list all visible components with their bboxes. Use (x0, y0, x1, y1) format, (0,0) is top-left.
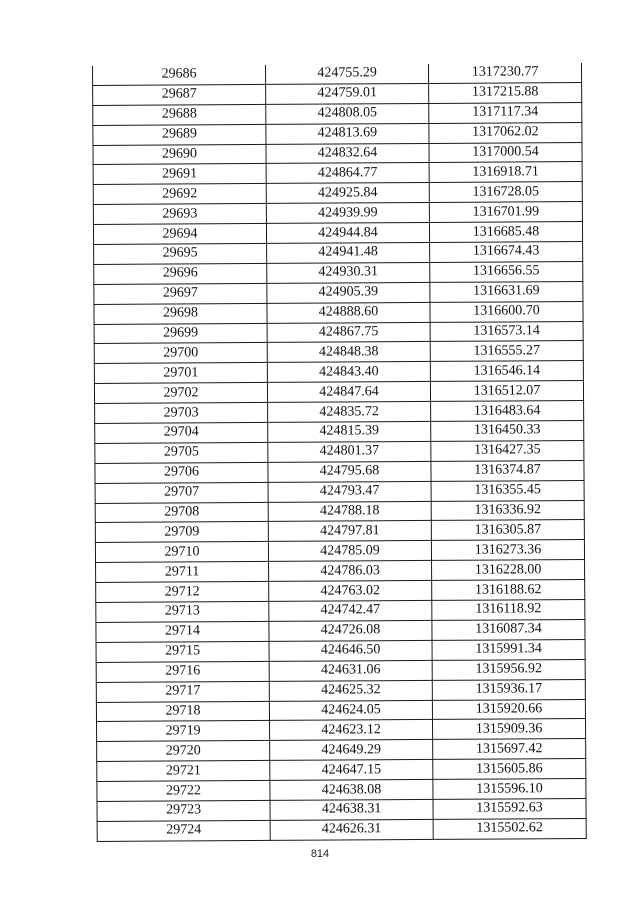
x-coordinate-cell: 424835.72 (268, 402, 431, 423)
y-coordinate-cell: 1316555.27 (430, 341, 583, 362)
x-coordinate-cell: 424793.47 (268, 481, 431, 502)
point-id-cell: 29694 (93, 224, 266, 245)
x-coordinate-cell: 424815.39 (268, 421, 431, 442)
y-coordinate-cell: 1316336.92 (431, 500, 584, 521)
x-coordinate-cell: 424867.75 (267, 322, 430, 343)
x-coordinate-cell: 424797.81 (268, 521, 431, 542)
point-id-cell: 29697 (94, 283, 267, 304)
y-coordinate-cell: 1317117.34 (429, 102, 582, 123)
y-coordinate-cell: 1316374.87 (431, 460, 584, 481)
point-id-cell: 29688 (93, 104, 266, 125)
x-coordinate-cell: 424905.39 (267, 282, 430, 303)
y-coordinate-cell: 1315697.42 (433, 739, 586, 760)
y-coordinate-cell: 1316087.34 (432, 619, 585, 640)
point-id-cell: 29695 (94, 243, 267, 264)
point-id-cell: 29707 (95, 482, 268, 503)
point-id-cell: 29717 (96, 681, 269, 702)
point-id-cell: 29720 (97, 741, 270, 762)
point-id-cell: 29700 (94, 343, 267, 364)
x-coordinate-cell: 424944.84 (266, 223, 429, 244)
y-coordinate-cell: 1316512.07 (430, 381, 583, 402)
point-id-cell: 29724 (97, 820, 270, 841)
x-coordinate-cell: 424638.31 (270, 799, 433, 820)
y-coordinate-cell: 1316273.36 (431, 540, 584, 561)
x-coordinate-cell: 424759.01 (266, 83, 429, 104)
y-coordinate-cell: 1316918.71 (429, 162, 582, 183)
y-coordinate-cell: 1316118.92 (432, 600, 585, 621)
point-id-cell: 29718 (96, 701, 269, 722)
x-coordinate-cell: 424646.50 (269, 640, 432, 661)
y-coordinate-cell: 1316450.33 (431, 421, 584, 442)
coordinate-table (92, 63, 587, 842)
point-id-cell: 29692 (93, 184, 266, 205)
x-coordinate-cell: 424808.05 (266, 103, 429, 124)
y-coordinate-cell: 1316188.62 (432, 580, 585, 601)
point-id-cell: 29716 (96, 661, 269, 682)
point-id-cell: 29686 (92, 65, 265, 85)
point-id-cell: 29723 (97, 800, 270, 821)
y-coordinate-cell: 1316674.43 (430, 242, 583, 263)
y-coordinate-cell: 1315596.10 (433, 779, 586, 800)
point-id-cell: 29699 (94, 323, 267, 344)
y-coordinate-cell: 1316427.35 (431, 440, 584, 461)
x-coordinate-cell: 424623.12 (270, 720, 433, 741)
y-coordinate-cell: 1315592.63 (433, 798, 586, 819)
point-id-cell: 29706 (95, 462, 268, 483)
y-coordinate-cell: 1317062.02 (429, 122, 582, 143)
point-id-cell: 29693 (93, 204, 266, 225)
x-coordinate-cell: 424649.29 (270, 740, 433, 761)
x-coordinate-cell: 424788.18 (268, 501, 431, 522)
y-coordinate-cell: 1316728.05 (429, 182, 582, 203)
x-coordinate-cell: 424925.84 (266, 183, 429, 204)
y-coordinate-cell: 1315920.66 (432, 699, 585, 720)
y-coordinate-cell: 1316305.87 (431, 520, 584, 541)
point-id-cell: 29713 (96, 601, 269, 622)
y-coordinate-cell: 1316546.14 (430, 361, 583, 382)
x-coordinate-cell: 424939.99 (266, 203, 429, 224)
point-id-cell: 29712 (96, 582, 269, 603)
x-coordinate-cell: 424813.69 (266, 123, 429, 144)
y-coordinate-cell: 1316355.45 (431, 480, 584, 501)
table-row (97, 818, 586, 841)
point-id-cell: 29689 (93, 124, 266, 145)
coordinate-table-body (92, 63, 586, 841)
page-number: 814 (310, 848, 330, 860)
point-id-cell: 29702 (94, 383, 267, 404)
x-coordinate-cell: 424864.77 (266, 163, 429, 184)
point-id-cell: 29715 (96, 641, 269, 662)
y-coordinate-cell: 1315502.62 (433, 818, 586, 839)
y-coordinate-cell: 1315605.86 (433, 759, 586, 780)
y-coordinate-cell: 1316631.69 (430, 281, 583, 302)
y-coordinate-cell: 1316600.70 (430, 301, 583, 322)
x-coordinate-cell: 424786.03 (269, 561, 432, 582)
point-id-cell: 29696 (94, 263, 267, 284)
point-id-cell: 29709 (95, 522, 268, 543)
x-coordinate-cell: 424843.40 (267, 362, 430, 383)
x-coordinate-cell: 424941.48 (267, 242, 430, 263)
point-id-cell: 29703 (95, 403, 268, 424)
y-coordinate-cell: 1316573.14 (430, 321, 583, 342)
point-id-cell: 29722 (97, 780, 270, 801)
point-id-cell: 29691 (93, 164, 266, 185)
x-coordinate-cell: 424795.68 (268, 461, 431, 482)
x-coordinate-cell: 424888.60 (267, 302, 430, 323)
x-coordinate-cell: 424832.64 (266, 143, 429, 164)
x-coordinate-cell: 424801.37 (268, 441, 431, 462)
point-id-cell: 29701 (94, 363, 267, 384)
x-coordinate-cell: 424848.38 (267, 342, 430, 363)
point-id-cell: 29711 (96, 562, 269, 583)
x-coordinate-cell: 424626.31 (270, 819, 433, 840)
point-id-cell: 29708 (95, 502, 268, 523)
x-coordinate-cell: 424755.29 (265, 64, 428, 84)
y-coordinate-cell: 1315909.36 (433, 719, 586, 740)
y-coordinate-cell: 1316228.00 (432, 560, 585, 581)
x-coordinate-cell: 424631.06 (269, 660, 432, 681)
y-coordinate-cell: 1315936.17 (432, 679, 585, 700)
y-coordinate-cell: 1316483.64 (431, 401, 584, 422)
y-coordinate-cell: 1315991.34 (432, 639, 585, 660)
y-coordinate-cell: 1317215.88 (429, 82, 582, 103)
x-coordinate-cell: 424742.47 (269, 600, 432, 621)
point-id-cell: 29705 (95, 442, 268, 463)
x-coordinate-cell: 424726.08 (269, 620, 432, 641)
x-coordinate-cell: 424763.02 (269, 581, 432, 602)
point-id-cell: 29687 (93, 84, 266, 105)
x-coordinate-cell: 424785.09 (268, 541, 431, 562)
x-coordinate-cell: 424638.08 (270, 779, 433, 800)
y-coordinate-cell: 1315956.92 (432, 659, 585, 680)
point-id-cell: 29710 (95, 542, 268, 563)
point-id-cell: 29714 (96, 621, 269, 642)
point-id-cell: 29704 (95, 422, 268, 443)
point-id-cell: 29719 (97, 721, 270, 742)
point-id-cell: 29721 (97, 761, 270, 782)
x-coordinate-cell: 424847.64 (267, 382, 430, 403)
y-coordinate-cell: 1316656.55 (430, 261, 583, 282)
x-coordinate-cell: 424625.32 (269, 680, 432, 701)
x-coordinate-cell: 424647.15 (270, 760, 433, 781)
y-coordinate-cell: 1317230.77 (428, 63, 581, 83)
y-coordinate-cell: 1317000.54 (429, 142, 582, 163)
x-coordinate-cell: 424930.31 (267, 262, 430, 283)
point-id-cell: 29698 (94, 303, 267, 324)
y-coordinate-cell: 1316701.99 (429, 202, 582, 223)
y-coordinate-cell: 1316685.48 (429, 222, 582, 243)
x-coordinate-cell: 424624.05 (269, 700, 432, 721)
point-id-cell: 29690 (93, 144, 266, 165)
